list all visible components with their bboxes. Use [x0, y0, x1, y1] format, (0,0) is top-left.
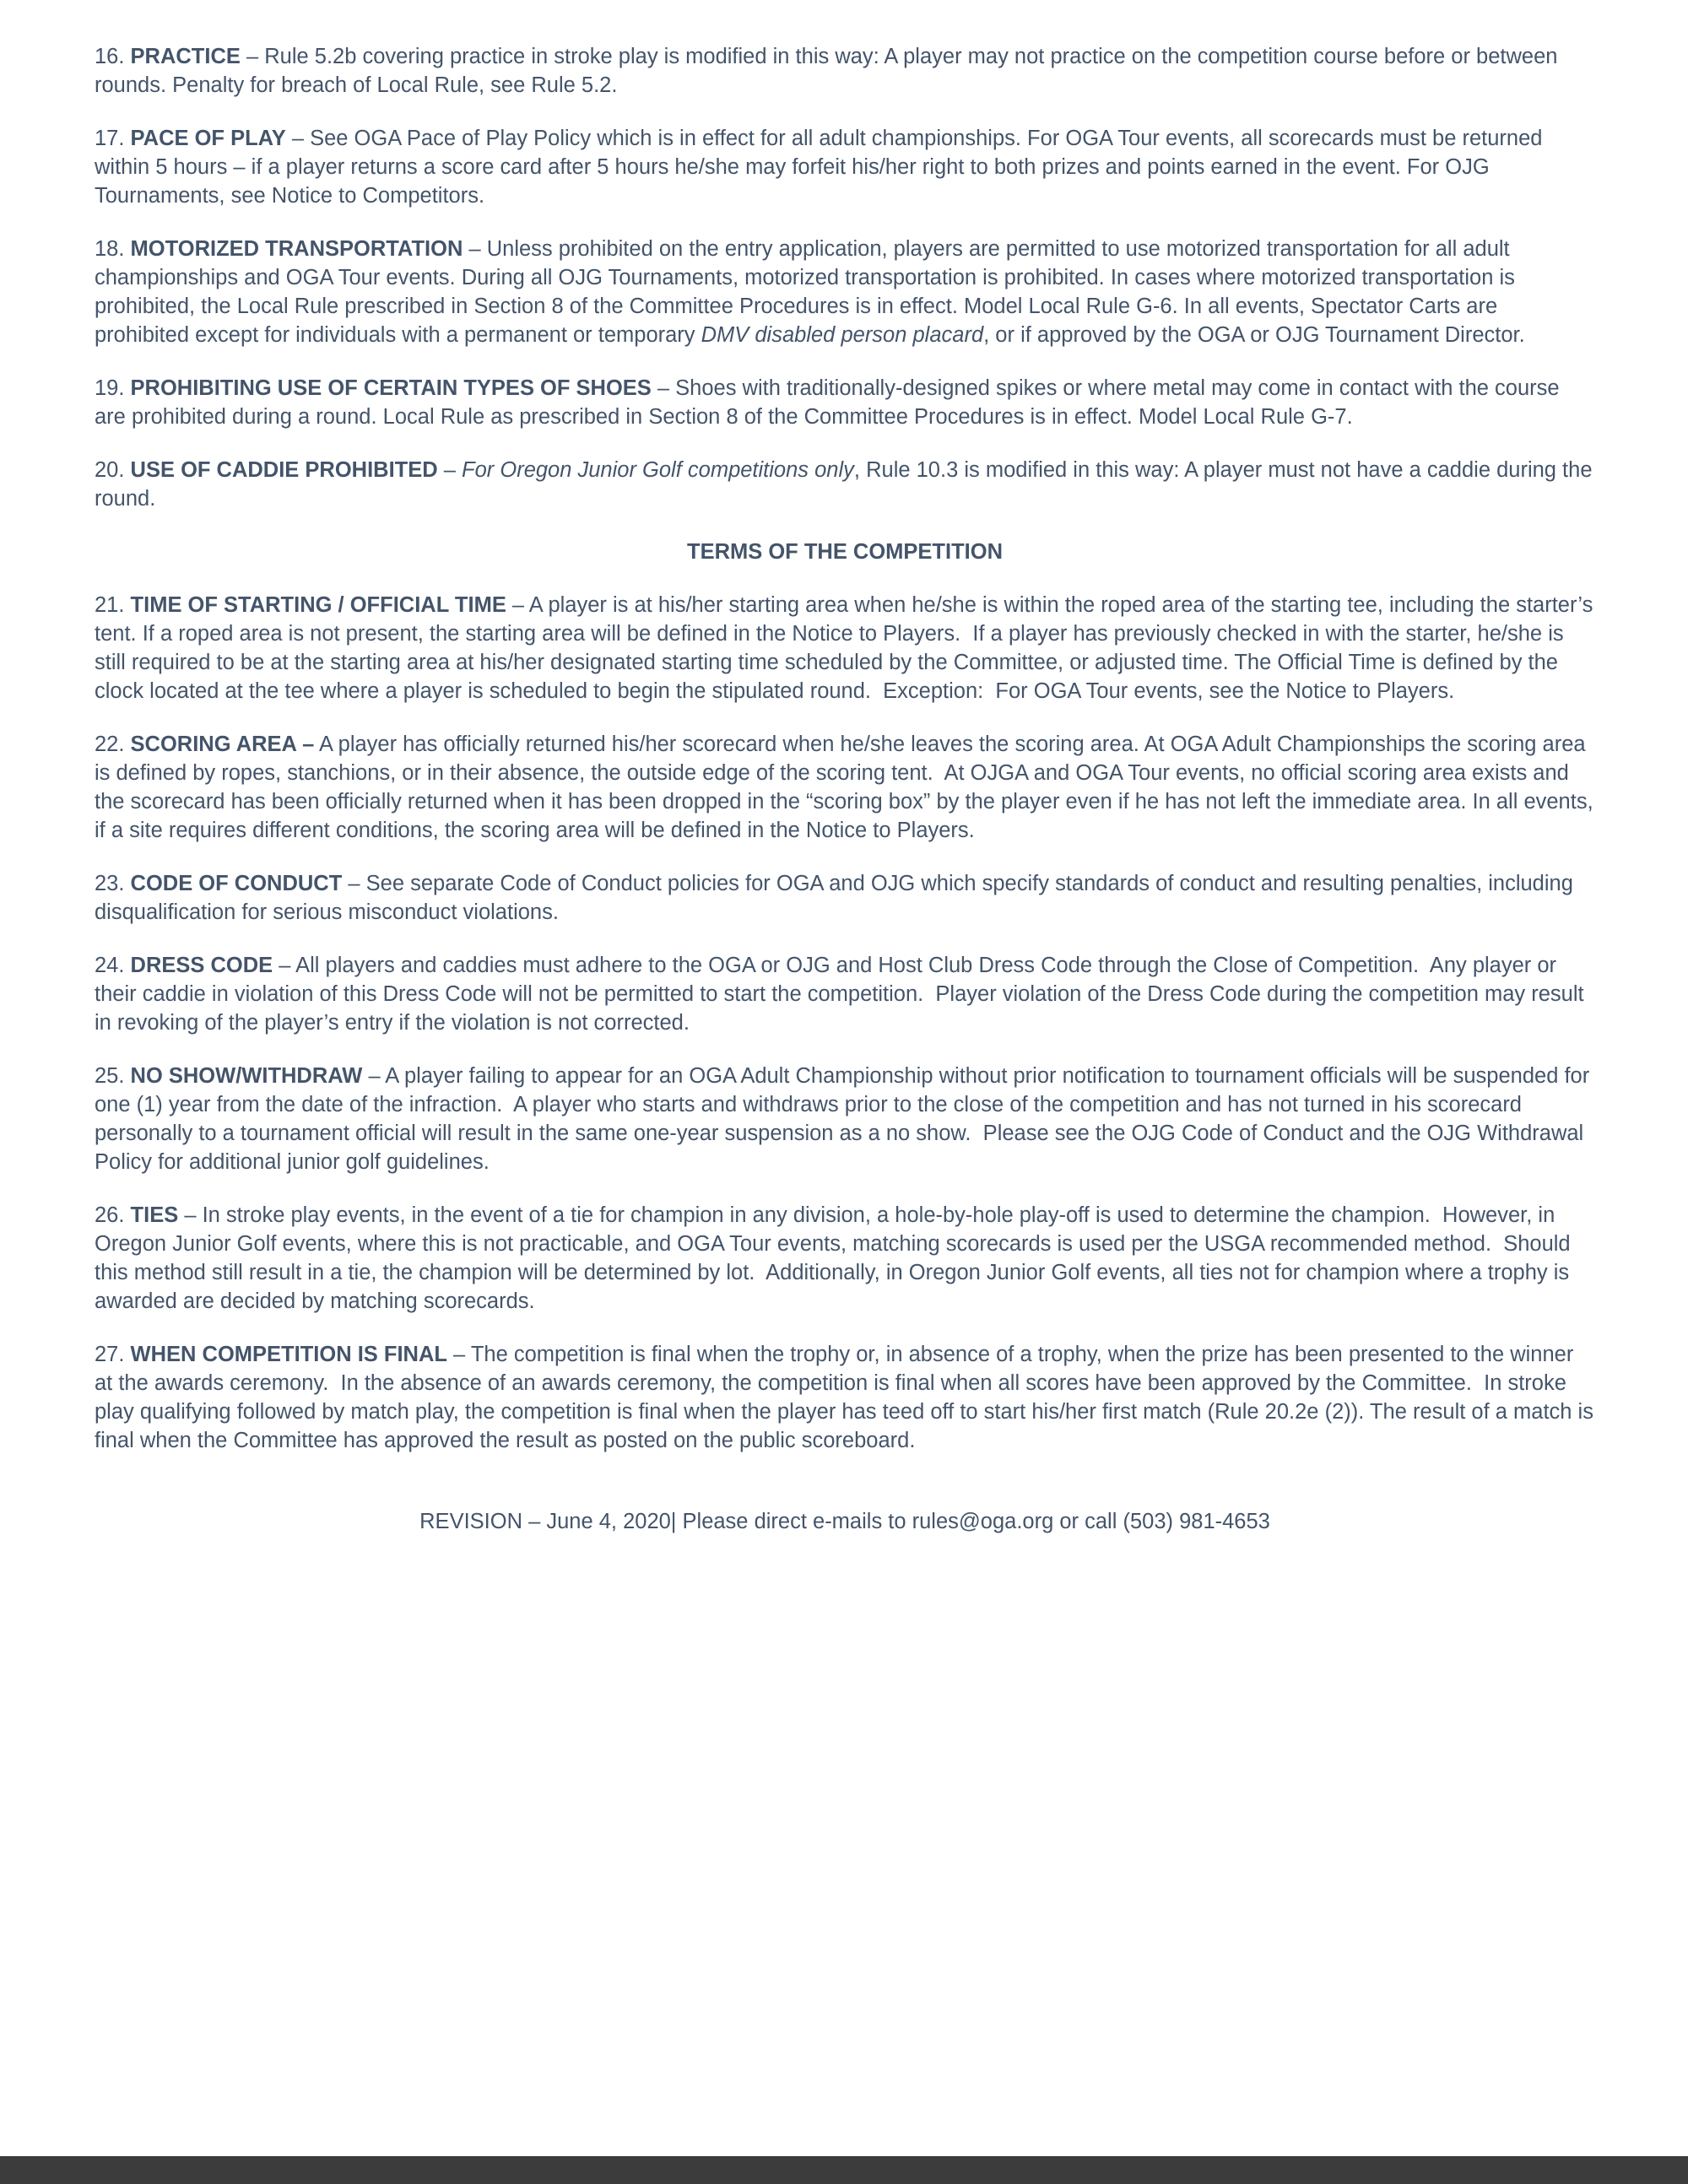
rule-number: 23. [95, 872, 131, 895]
rule-body: – A player failing to appear for an OGA Adult Championship without prior notification to tournament officials will be suspended for one (1) year from the date of the infraction. A player who starts and withdraws prior to the close of the competition and has not turned in his scorecard personally to a tournament official will result in the same one-year suspension as a no show. Please see the OJG Code of Conduct and the OJG Withdrawal Policy for additional junior golf guidelines. [95, 1064, 1596, 1174]
rule-27-when-competition-is-final [95, 1340, 1600, 1455]
rule-title: TIES [130, 1203, 179, 1227]
viewer-bottom-bar [0, 2156, 1688, 2184]
rule-body: – A player is at his/her starting area when he/she is within the roped area of the starting tee, including the starter’s tent. If a roped area is not present, the starting area will be defined in the Notice to Players. If a player has previously checked in with the starter, he/she is still required to be at the starting area at his/her designated starting time scheduled by the Committee, or adjusted time. The Official Time is defined by the clock located at the tee where a player is scheduled to begin the stipulated round. Exception: For OGA Tour events, see the Notice to Players. [95, 593, 1599, 703]
rule-body: – Shoes with traditionally-designed spikes or where metal may come in contact with the course are prohibited during a round. Local Rule as prescribed in Section 8 of the Committee Procedures is in effect. Model Local Rule G-7. [95, 376, 1566, 429]
rule-24-dress-code [95, 951, 1595, 1037]
rule-title: TIME OF STARTING / OFFICIAL TIME [130, 593, 506, 617]
rule-number: 18. [95, 237, 131, 261]
rule-21-time-of-starting [95, 591, 1599, 705]
rule-number: 24. [95, 954, 131, 977]
section-heading-terms-of-competition: TERMS OF THE COMPETITION [687, 540, 1003, 564]
rule-title: USE OF CADDIE PROHIBITED [130, 458, 438, 482]
rule-title: WHEN COMPETITION IS FINAL [130, 1343, 447, 1366]
rule-number: 16. [95, 45, 131, 68]
rule-number: 27. [95, 1343, 131, 1366]
rule-25-no-show-withdraw [95, 1062, 1595, 1176]
rule-23-code-of-conduct [95, 869, 1595, 927]
rule-title: SCORING AREA – [130, 733, 315, 756]
rule-19-prohibiting-shoes [95, 374, 1595, 431]
rule-title: CODE OF CONDUCT [130, 872, 343, 895]
rule-number: 20. [95, 458, 131, 482]
rule-number: 25. [95, 1064, 131, 1088]
revision-footer: REVISION – June 4, 2020| Please direct e-mails to rules@oga.org or call (503) 981-4653 [419, 1510, 1270, 1533]
rule-body: – See OGA Pace of Play Policy which is in effect for all adult championships. For OGA Tour events, all scorecards must be returned within 5 hours – if a player returns a score card after 5 hours he/she may forfeit his/her right to both prizes and points earned in the event. For OJG Tournaments, see Notice to Competitors. [95, 127, 1549, 208]
rule-17-pace-of-play [95, 124, 1595, 210]
rule-22-scoring-area [95, 730, 1599, 845]
rule-26-ties [95, 1201, 1595, 1316]
rule-number: 22. [95, 733, 131, 756]
rule-body-continued: , or if approved by the OGA or OJG Tournament Director. [983, 323, 1525, 347]
rule-italic-text: For Oregon Junior Golf competitions only [462, 458, 854, 482]
rule-body: A player has officially returned his/her scorecard when he/she leaves the scoring area. At OGA Adult Championships the scoring area is defined by ropes, stanchions, or in their absence, the outside edge of the scoring tent. At OJGA and OGA Tour events, no official scoring area exists and the scorecard has been officially returned when it has been dropped in the “scoring box” by the player even if he has not left the immediate area. In all events, if a site requires different conditions, the scoring area will be defined in the Notice to Players. [95, 733, 1599, 842]
rule-number: 21. [95, 593, 131, 617]
rule-title: NO SHOW/WITHDRAW [130, 1064, 363, 1088]
rule-20-caddie-prohibited [95, 456, 1599, 513]
rule-body: – Rule 5.2b covering practice in stroke play is modified in this way: A player may not practice on the competition course before or between rounds. Penalty for breach of Local Rule, see Rule 5.2. [95, 45, 1564, 97]
rule-title: PRACTICE [130, 45, 241, 68]
rule-18-motorized-transportation [95, 235, 1595, 349]
rule-italic-text: DMV disabled person placard [701, 323, 984, 347]
rule-title: MOTORIZED TRANSPORTATION [130, 237, 463, 261]
rule-number: 26. [95, 1203, 131, 1227]
rule-body: – In stroke play events, in the event of a tie for champion in any division, a hole-by-hole play-off is used to determine the champion. However, in Oregon Junior Golf events, where this is not practicable, and OGA Tour events, matching scorecards is used per the USGA recommended method. Should this method still result in a tie, the champion will be determined by lot. Additionally, in Oregon Junior Golf events, all ties not for champion where a trophy is awarded are decided by matching scorecards. [95, 1203, 1577, 1313]
rule-body: – [437, 458, 463, 482]
rule-number: 17. [95, 127, 131, 150]
rule-16-practice [95, 42, 1595, 100]
rule-body: – The competition is final when the trophy or, in absence of a trophy, when the prize has been presented to the winner at the awards ceremony. In the absence of an awards ceremony, the competition is final when all scores have been approved by the Committee. In stroke play qualifying followed by match play, the competition is final when the player has teed off to start his/her first match (Rule 20.2e (2)). The result of a match is final when the Committee has approved the result as posted on the public scoreboard. [95, 1343, 1600, 1452]
rule-body-continued: , Rule 10.3 is modified in this way: A player must not have a caddie during the round. [95, 458, 1599, 511]
rule-title: PACE OF PLAY [130, 127, 286, 150]
rule-body: – See separate Code of Conduct policies for OGA and OJG which specify standards of conduct and resulting penalties, including disqualification for serious misconduct violations. [95, 872, 1579, 924]
rule-body: – All players and caddies must adhere to the OGA or OJG and Host Club Dress Code through the Close of Competition. Any player or their caddie in violation of this Dress Code will not be permitted to start the competition. Player violation of the Dress Code during the competition may result in revoking of the player’s entry if the violation is not corrected. [95, 954, 1590, 1035]
rule-title: DRESS CODE [130, 954, 273, 977]
rule-body: – Unless prohibited on the entry application, players are permitted to use motorized transportation for all adult championships and OGA Tour events. During all OJG Tournaments, motorized transportation is prohibited. In cases where motorized transportation is prohibited, the Local Rule prescribed in Section 8 of the Committee Procedures is in effect. Model Local Rule G-6. In all events, Spectator Carts are prohibited except for individuals with a permanent or temporary [95, 237, 1521, 347]
rule-number: 19. [95, 376, 131, 400]
rule-title: PROHIBITING USE OF CERTAIN TYPES OF SHOES [130, 376, 652, 400]
